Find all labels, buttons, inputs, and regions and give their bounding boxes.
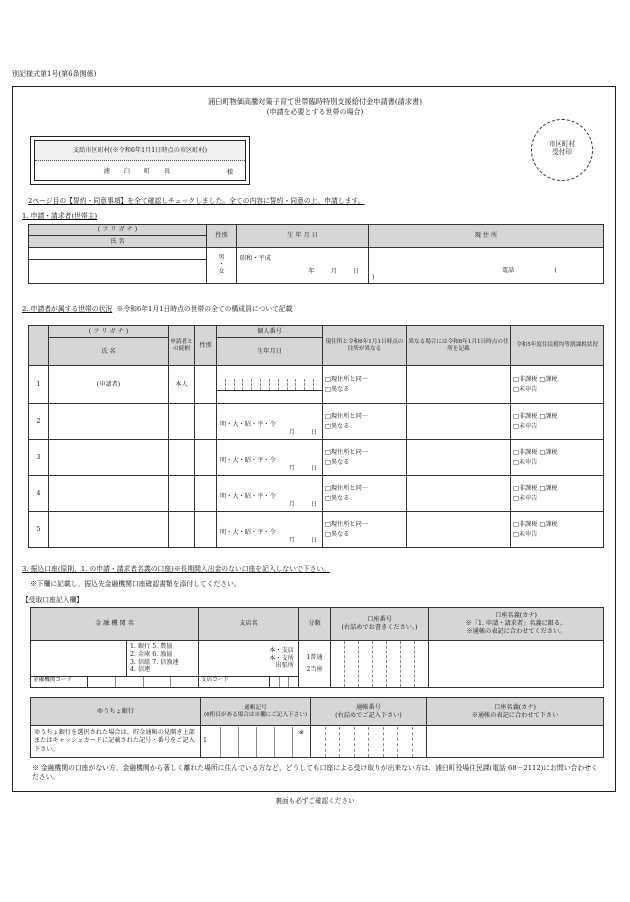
bank-name-field[interactable]	[31, 641, 127, 677]
section3-heading: 3. 振込口座(原則、1. の申請・請求者名義の口座)※長期間入出金のない口座を記入しないで下さい。	[22, 565, 331, 573]
consent-text: 2ページ目の【誓約・同意事項】を全て確認しチェックしました。全ての内容に誓約・同意の上、申請します。	[28, 197, 365, 205]
applicant-table: ( フ リ ガ ナ ) 性別 生 年 月 日 現 住 所 氏 名 男 ・ 女 昭和・平成 年 月 日 電話 ( )	[28, 224, 604, 284]
account-number-field[interactable]	[331, 641, 429, 688]
form-code: 別記様式第1号(第6条関係)	[12, 70, 97, 78]
passbook-number-field[interactable]	[311, 726, 427, 758]
municipality-label: 支給市区町村(※令和6年1月1日時点の市区町村)	[35, 141, 245, 161]
h-furigana: ( フ リ ガ ナ )	[29, 225, 207, 236]
sama-label: 様	[226, 169, 233, 177]
yucho-holder-field[interactable]	[427, 726, 604, 758]
household-table: ( フ リ ガ ナ ) 申請者との続柄 性別 個人番号 現住所と令和6年1月1日時点の住所が異なる 異なる場合には令和6年1月1日時点の住所を記載 令和5年度住民税均等割課税状況 氏 名 生年月日 1 (申請者) 本人 □現住所と同一 □異なる □非課税 □課税 □未申告 2 明・大・昭・平・令 月 日 □現住所と同一 □異なる □非課税 □課税 □未申告 3 明・大・昭・平・令 月 日 □現住所と同一 □異なる □非課税 □課税 □未申告 4 明・大・昭・平・令 月 日 □現住所と同一 □異なる □非課税 □課税 □未申告 5 明・大・昭・平・令 月 日 □現住所と同一 □異なる □非課税 □課税 □未申告	[28, 325, 604, 548]
section2-heading: 2. 申請者が属する世帯の状況 ※令和6年1月1日時点の世帯の全ての構成員について記載	[22, 305, 293, 313]
form-subtitle: (申請を必要とする世帯の場合)	[266, 108, 364, 116]
household-row: 2 明・大・昭・平・令 月 日 □現住所と同一 □異なる □非課税 □課税 □未申告	[29, 404, 604, 440]
section3-note: ※下欄に記載し、振込先金融機関口座確認書類を添付してください。	[30, 580, 241, 588]
furigana-field[interactable]	[29, 248, 207, 260]
footnote: ※ 金融機関の口座がない方、金融機関から著しく離れた場所に住んでいる方など、どうしても口座による受け取りが出来ない方は、浦臼町役場住民課(電話 68－2112)にお問い合わせください。	[32, 764, 598, 782]
household-row: 5 明・大・昭・平・令 月 日 □現住所と同一 □異なる □非課税 □課税 □未申告	[29, 512, 604, 548]
account-subhead: 【受取口座記入欄】	[22, 596, 84, 604]
mayor-label: 浦 臼 町 長 様	[103, 168, 233, 177]
passbook-code-field[interactable]: 1 ※	[201, 726, 311, 758]
yucho-table: ゆうちょ銀行 通帳記号 (6桁目がある場合は※欄にご記入下さい) 通帳番号 (右詰めでご記入下さい) 口座名義(カナ) ※通帳の表記に合わせて下さい ゆうちょ銀行を選択された場合は、貯金通帳の見開き上部またはキャッシュカードに記載された記号・番号をご記入下さい。 1 ※	[30, 697, 604, 758]
bottom-note: 裏面も必ずご確認ください	[275, 797, 355, 805]
holder-field[interactable]	[429, 641, 604, 688]
form-title: 浦臼町物価高騰対策子育て世帯臨時特別支援給付金申請書(請求書)	[207, 97, 423, 106]
recipient-box	[30, 136, 250, 185]
reception-stamp: 市区町村 受付印	[531, 119, 593, 181]
name-field[interactable]	[29, 260, 207, 284]
household-row: 4 明・大・昭・平・令 月 日 □現住所と同一 □異なる □非課税 □課税 □未申告	[29, 476, 604, 512]
bank-table: 金 融 機 関 名 支店名 分類 口座番号 (右詰めでお書きください。) 口座名義(カナ) ※「1. 申請・請求者」名義に限る。 ※通帳の表記に合わせてください。 1. 銀行 5. 農協 2. 金庫 6. 漁協 3. 信組 7. 信漁連 4. 信連 本・支店 本・支所 出張所 1普通 2当座 金融機関コード 支店コード	[30, 607, 604, 688]
household-row: 1 (申請者) 本人 □現住所と同一 □異なる □非課税 □課税 □未申告	[29, 366, 604, 404]
household-row: 3 明・大・昭・平・令 月 日 □現住所と同一 □異なる □非課税 □課税 □未申告	[29, 440, 604, 476]
section1-heading: 1. 申請・請求者(世帯主)	[22, 212, 98, 220]
